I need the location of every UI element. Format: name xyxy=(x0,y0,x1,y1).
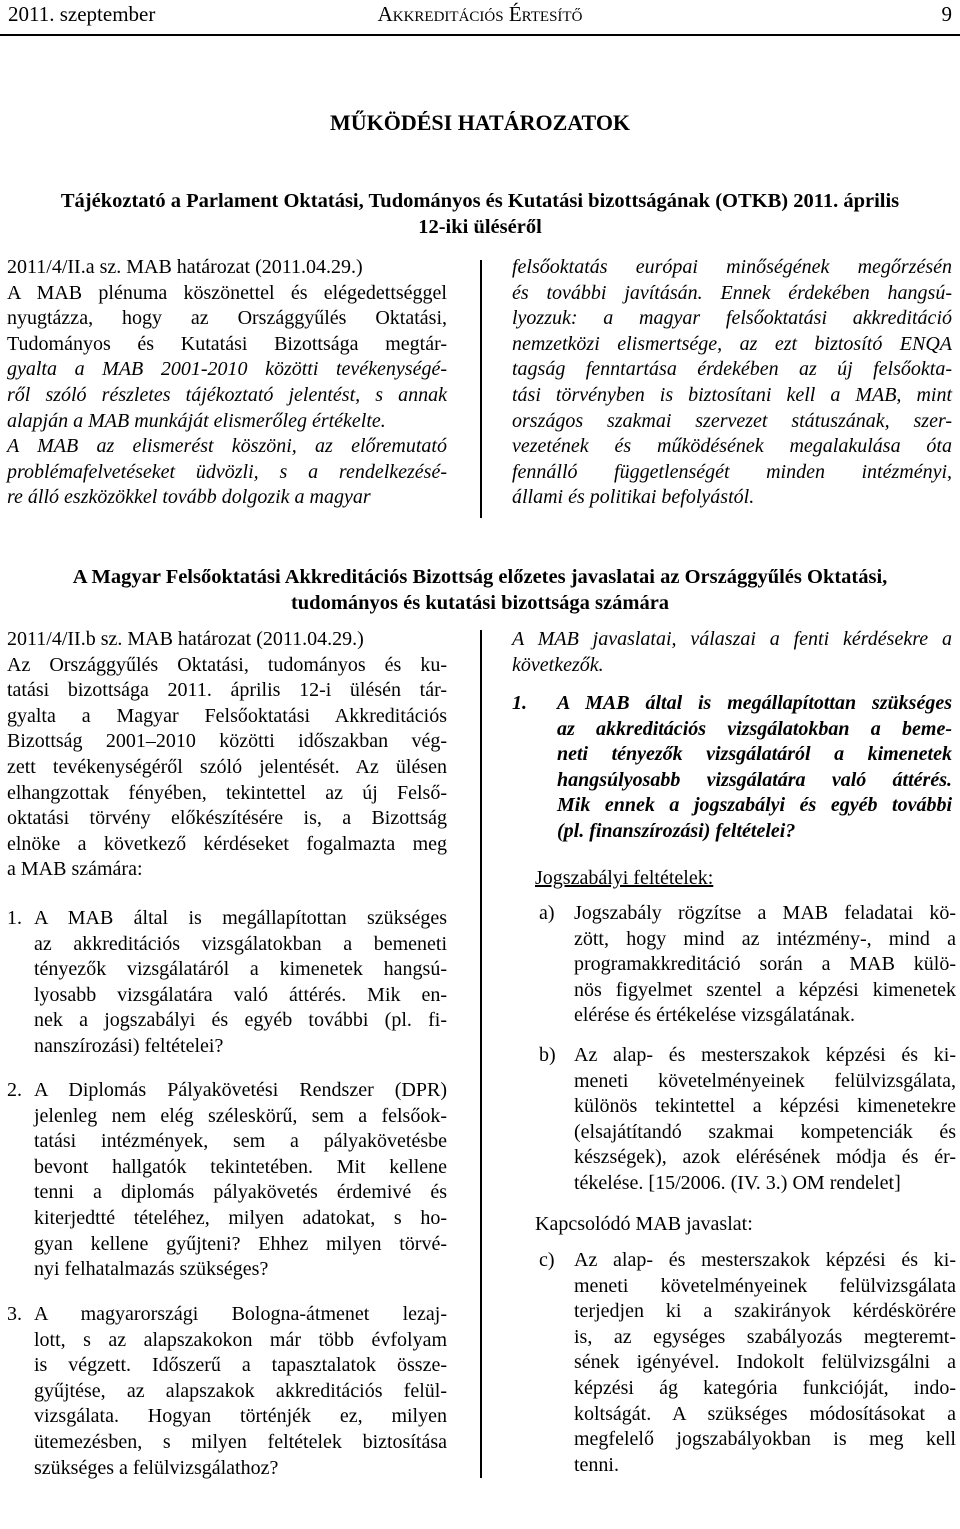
text-line: ről szóló részletes tájékoztató jelentést, s annak xyxy=(7,383,447,406)
legal-heading: Jogszabályi feltételek: xyxy=(535,867,714,889)
text-line: tagság fenntartása érdekében az új felsőokta- xyxy=(512,358,952,381)
text-line: A Diplomás Pályakövetési Rendszer (DPR) xyxy=(34,1079,447,1101)
text-line: jelenleg nem elég széleskörű, sem a felsőok- xyxy=(34,1104,447,1127)
text-line: is végzett. Időszerű a tapasztalatok össze- xyxy=(34,1354,447,1377)
text-line: neti tényezők vizsgálatáról a kimenetek xyxy=(557,743,952,766)
answer-intro xyxy=(512,627,952,678)
text-line: A magyarországi Bologna-átmenet lezaj- xyxy=(34,1303,447,1325)
proposals-title-line: tudományos és kutatási bizottsága számára xyxy=(290,592,670,614)
question-text xyxy=(557,691,952,845)
text-line: vizsgálata. Hogyan történjék ez, milyen xyxy=(34,1405,447,1428)
text-line: A MAB plénuma köszönettel és elégedettséggel xyxy=(7,281,447,304)
report-title-line: Tájékoztató a Parlament Oktatási, Tudományos és Kutatási bizottságának (OTKB) 2011. április xyxy=(60,190,900,212)
text-line: elhangzottak fényében, tekintettel az új Felső- xyxy=(7,781,447,804)
text-line: oktatási törvény előkészítésére is, a Bizottság xyxy=(7,807,447,830)
report-left-text xyxy=(7,281,447,511)
text-line: nyi felhatalmazás szükséges? xyxy=(34,1258,269,1281)
text-line: felsőoktatás európai minőségének megőrzésén xyxy=(512,256,952,278)
text-line: következők. xyxy=(512,653,604,676)
text-line: terjedjen ki a szakirányok kérdéskörére xyxy=(574,1300,956,1323)
text-line: lyozzuk: a magyar felsőoktatási akkreditáció xyxy=(512,307,952,330)
text-line: A MAB az elismerést köszöni, az előremutató xyxy=(7,435,447,458)
text-line: nanszírozási) feltételei? xyxy=(34,1034,224,1057)
header-rule xyxy=(0,34,960,36)
question-number: 2. xyxy=(7,1079,22,1101)
text-line: Bizottság 2001–2010 közötti időszakban vég- xyxy=(7,730,447,753)
item-text xyxy=(574,901,956,1029)
text-line: Az alap- és mesterszakok képzési és ki- xyxy=(574,1249,956,1271)
item-label: c) xyxy=(539,1249,555,1271)
text-line: nemzetközi elismertsége, az ezt biztosító ENQA xyxy=(512,332,952,355)
question-1 xyxy=(7,906,447,1060)
text-line: gyalta a MAB 2001-2010 közötti tevékenységé- xyxy=(7,358,447,381)
text-line: az akkreditációs vizsgálatokban a beme- xyxy=(557,717,952,740)
text-line: A MAB javaslatai, válaszai a fenti kérdésekre a xyxy=(512,628,952,650)
text-line: ütemezésben, s milyen feltételek biztosítása xyxy=(34,1430,447,1453)
report-title-line: 12-iki üléséről xyxy=(418,216,542,238)
text-line: tenni. xyxy=(574,1453,619,1476)
text-line: készségek), azok elérésének módja és ér- xyxy=(574,1146,956,1169)
text-line: Az alap- és mesterszakok képzési és ki- xyxy=(574,1044,956,1066)
column-divider xyxy=(480,260,482,518)
text-line: meneti követelményeinek felülvizsgálata xyxy=(574,1274,956,1297)
text-line: különös tekintettel a képzési kimenetekre xyxy=(574,1095,956,1118)
text-line: A MAB által is megállapítottan szükséges xyxy=(557,692,952,714)
resolution-ref: 2011/4/II.a sz. MAB határozat (2011.04.29.) xyxy=(7,256,363,278)
question-2 xyxy=(7,1078,447,1283)
text-line: (pl. finanszírozási) feltételei? xyxy=(557,819,796,842)
text-line: megfelelő jogszabályokban is meg kell xyxy=(574,1428,956,1451)
text-line: sének igényével. Indokolt felülvizsgálni a xyxy=(574,1351,956,1374)
question-number: 1. xyxy=(512,692,527,714)
text-line: tási törvényben is biztosítani kell a MAB, mint xyxy=(512,383,952,406)
text-line: nyugtázza, hogy az Országgyűlés Oktatási, xyxy=(7,307,447,330)
page-number: 9 xyxy=(941,2,952,26)
text-line: zött, hogy mind az intézmény-, mind a xyxy=(574,927,956,950)
text-line: tatási intézmények, sem a pályakövetésbe xyxy=(34,1130,447,1153)
item-label: b) xyxy=(539,1044,556,1066)
report-right-column xyxy=(512,255,952,511)
text-line: koltságát. A szükséges módosításokat a xyxy=(574,1402,956,1425)
text-line: vezetének és működésének megalakulása óta xyxy=(512,435,952,458)
text-line: Mik ennek a jogszabályi és egyéb további xyxy=(557,794,952,817)
item-text xyxy=(574,1248,956,1478)
text-line: állami és politikai befolyástól. xyxy=(512,486,755,509)
proposals-left-column xyxy=(7,627,447,883)
text-line: Az Országgyűlés Oktatási, tudományos és ku- xyxy=(7,653,447,676)
report-title xyxy=(2,188,958,240)
related-item-c xyxy=(512,1248,956,1478)
text-line: (elsajátítandó szakmai kompetenciák és xyxy=(574,1120,956,1143)
text-line: képzési ág kategória funkcióját, indo- xyxy=(574,1376,956,1399)
item-label: a) xyxy=(539,902,555,924)
text-line: gyalta a Magyar Felsőoktatási Akkreditációs xyxy=(7,704,447,727)
running-header xyxy=(8,2,952,32)
resolution-ref: 2011/4/II.b sz. MAB határozat (2011.04.29.) xyxy=(7,628,364,650)
text-line: Jogszabály rögzítse a MAB feladatai kö- xyxy=(574,902,956,924)
question-text xyxy=(34,906,447,1060)
question-number: 3. xyxy=(7,1303,22,1325)
journal-title: Akkreditációs Értesítő xyxy=(377,2,583,26)
text-line: országos szakmai szervezet státuszának, szer- xyxy=(512,409,952,432)
proposals-title-line: A Magyar Felsőoktatási Akkreditációs Bizottság előzetes javaslatai az Országgyűlés Oktatási, xyxy=(72,566,888,588)
text-line: A MAB által is megállapítottan szükséges xyxy=(34,907,447,929)
text-line: gyan kellene gyűjteni? Ehhez milyen törvé- xyxy=(34,1232,447,1255)
item-text xyxy=(574,1043,956,1197)
text-line: tenni a diplomás pályakövetés érdemivé és xyxy=(34,1181,447,1204)
question-text xyxy=(34,1078,447,1283)
text-line: tényezők vizsgálatáról a kimenetek hangsú- xyxy=(34,958,447,981)
related-heading: Kapcsolódó MAB javaslat: xyxy=(535,1213,753,1235)
text-line: nös figyelmet szentel a képzési kimenetek xyxy=(574,978,956,1001)
text-line: problémafelvetéseket üdvözli, s a rendelkezésé- xyxy=(7,460,447,483)
text-line: Tudományos és Kutatási Bizottsága megtár- xyxy=(7,332,447,355)
question-number: 1. xyxy=(7,907,22,929)
text-line: alapján a MAB munkáját elismerőleg értékelte. xyxy=(7,409,386,432)
answer-question-1 xyxy=(512,691,952,845)
text-line: az akkreditációs vizsgálatokban a bemeneti xyxy=(34,932,447,955)
text-line: re álló eszközökkel tovább dolgozik a magyar xyxy=(7,486,371,509)
proposals-title xyxy=(2,564,958,616)
text-line: lyosabb vizsgálatára való áttérés. Mik en- xyxy=(34,983,447,1006)
text-line: zett tevékenységéről szóló jelentését. Az ülésen xyxy=(7,755,447,778)
question-text xyxy=(34,1302,447,1481)
text-line: meneti követelményeinek felülvizsgálata, xyxy=(574,1069,956,1092)
text-line: tatási bizottsága 2011. április 12-i ülésén tár- xyxy=(7,679,447,702)
text-line: elnöke a következő kérdéseket fogalmazta meg xyxy=(7,832,447,855)
text-line: bevont hallgatók tekintetében. Mit kellene xyxy=(34,1155,447,1178)
report-left-column xyxy=(7,255,447,511)
header-date: 2011. szeptember xyxy=(8,2,156,26)
text-line: is, az egységes szabályozás megteremt- xyxy=(574,1325,956,1348)
legal-item-b xyxy=(512,1043,956,1197)
text-line: a MAB számára: xyxy=(7,858,143,881)
text-line: hangsúlyosabb vizsgálatára való áttérés. xyxy=(557,768,952,791)
text-line: kiterjedtté tételéhez, milyen adatokat, s ho- xyxy=(34,1206,447,1229)
text-line: fennálló függetlenségét minden intézményi, xyxy=(512,460,952,483)
legal-item-a xyxy=(512,901,956,1029)
text-line: nek a jogszabályi és egyéb további (pl. fi- xyxy=(34,1009,447,1032)
text-line: tékelése. [15/2006. (IV. 3.) OM rendelet] xyxy=(574,1171,901,1194)
question-3 xyxy=(7,1302,447,1481)
section-title: MŰKÖDÉSI HATÁROZATOK xyxy=(329,110,631,135)
column-divider xyxy=(480,630,482,1478)
text-line: programakkreditáció során a MAB külö- xyxy=(574,953,956,976)
text-line: elérése és értékelése vizsgálatának. xyxy=(574,1004,855,1027)
text-line: gyűjtése, az alapszakok akkreditációs felül- xyxy=(34,1379,447,1402)
text-line: és további javításán. Ennek érdekében hangsú- xyxy=(512,281,952,304)
text-line: szükséges a felülvizsgálathoz? xyxy=(34,1456,279,1479)
text-line: lott, s az alapszakokon már több évfolyam xyxy=(34,1328,447,1351)
